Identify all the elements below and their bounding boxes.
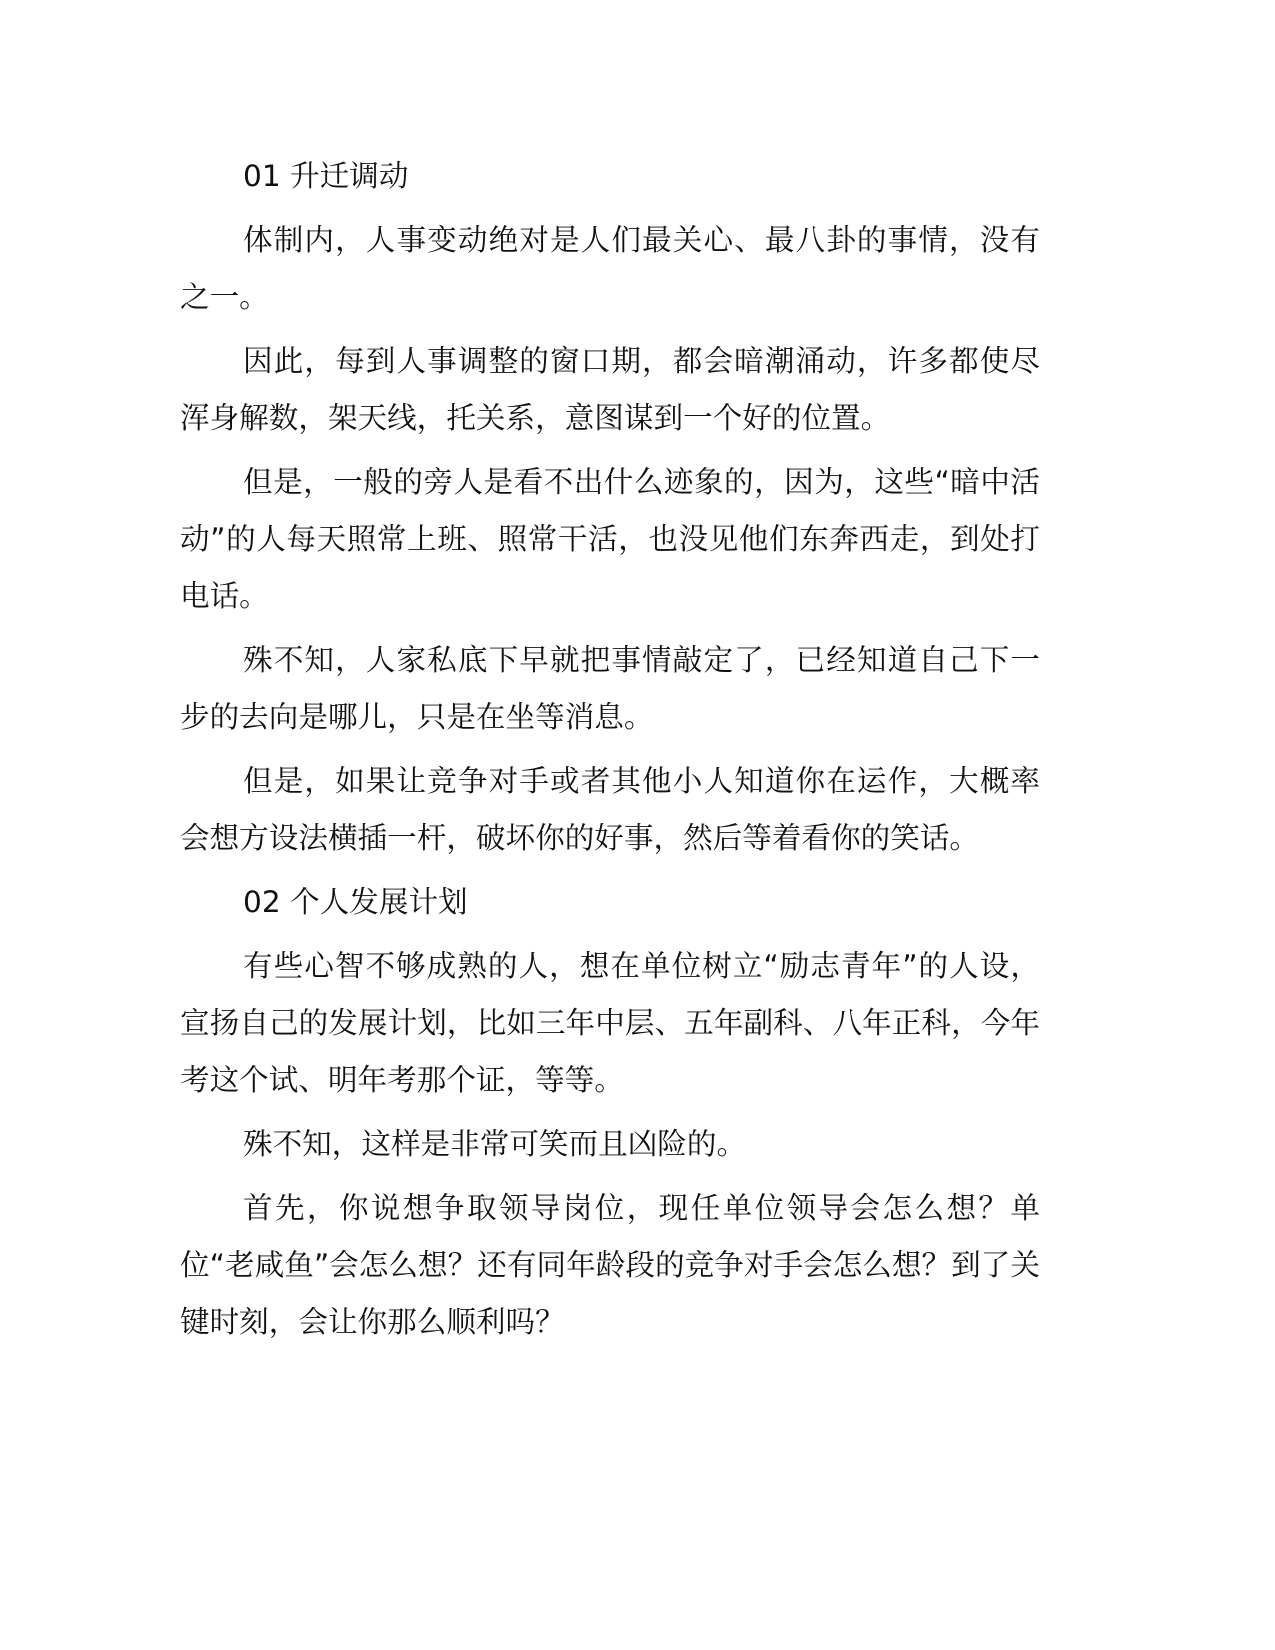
section-heading-promotion: 01 升迁调动 xyxy=(243,159,409,193)
paragraph: 但是，一般的旁人是看不出什么迹象的，因为，这些“暗中活动”的人每天照常上班、照常干活，也没见他们东奔西走，到处打电话。 xyxy=(180,465,1040,613)
paragraph: 体制内，人事变动绝对是人们最关心、最八卦的事情，没有之一。 xyxy=(180,223,1040,314)
paragraph: 但是，如果让竞争对手或者其他小人知道你在运作，大概率会想方设法横插一杆，破坏你的好事，然后等着看你的笑话。 xyxy=(180,764,1040,855)
section-heading-development-plan: 02 个人发展计划 xyxy=(243,885,468,919)
paragraph: 因此，每到人事调整的窗口期，都会暗潮涌动，许多都使尽浑身解数，架天线，托关系，意图谋到一个好的位置。 xyxy=(180,344,1040,435)
document-page xyxy=(180,148,1040,1358)
paragraph: 殊不知，人家私底下早就把事情敲定了，已经知道自己下一步的去向是哪儿，只是在坐等消息。 xyxy=(180,643,1040,734)
paragraph: 有些心智不够成熟的人，想在单位树立“励志青年”的人设，宣扬自己的发展计划，比如三年中层、五年副科、八年正科，今年考这个试、明年考那个证，等等。 xyxy=(180,949,1040,1097)
paragraph: 殊不知，这样是非常可笑而且凶险的。 xyxy=(243,1127,747,1161)
paragraph: 首先，你说想争取领导岗位，现任单位领导会怎么想？单位“老咸鱼”会怎么想？还有同年龄段的竞争对手会怎么想？到了关键时刻，会让你那么顺利吗？ xyxy=(180,1191,1040,1339)
